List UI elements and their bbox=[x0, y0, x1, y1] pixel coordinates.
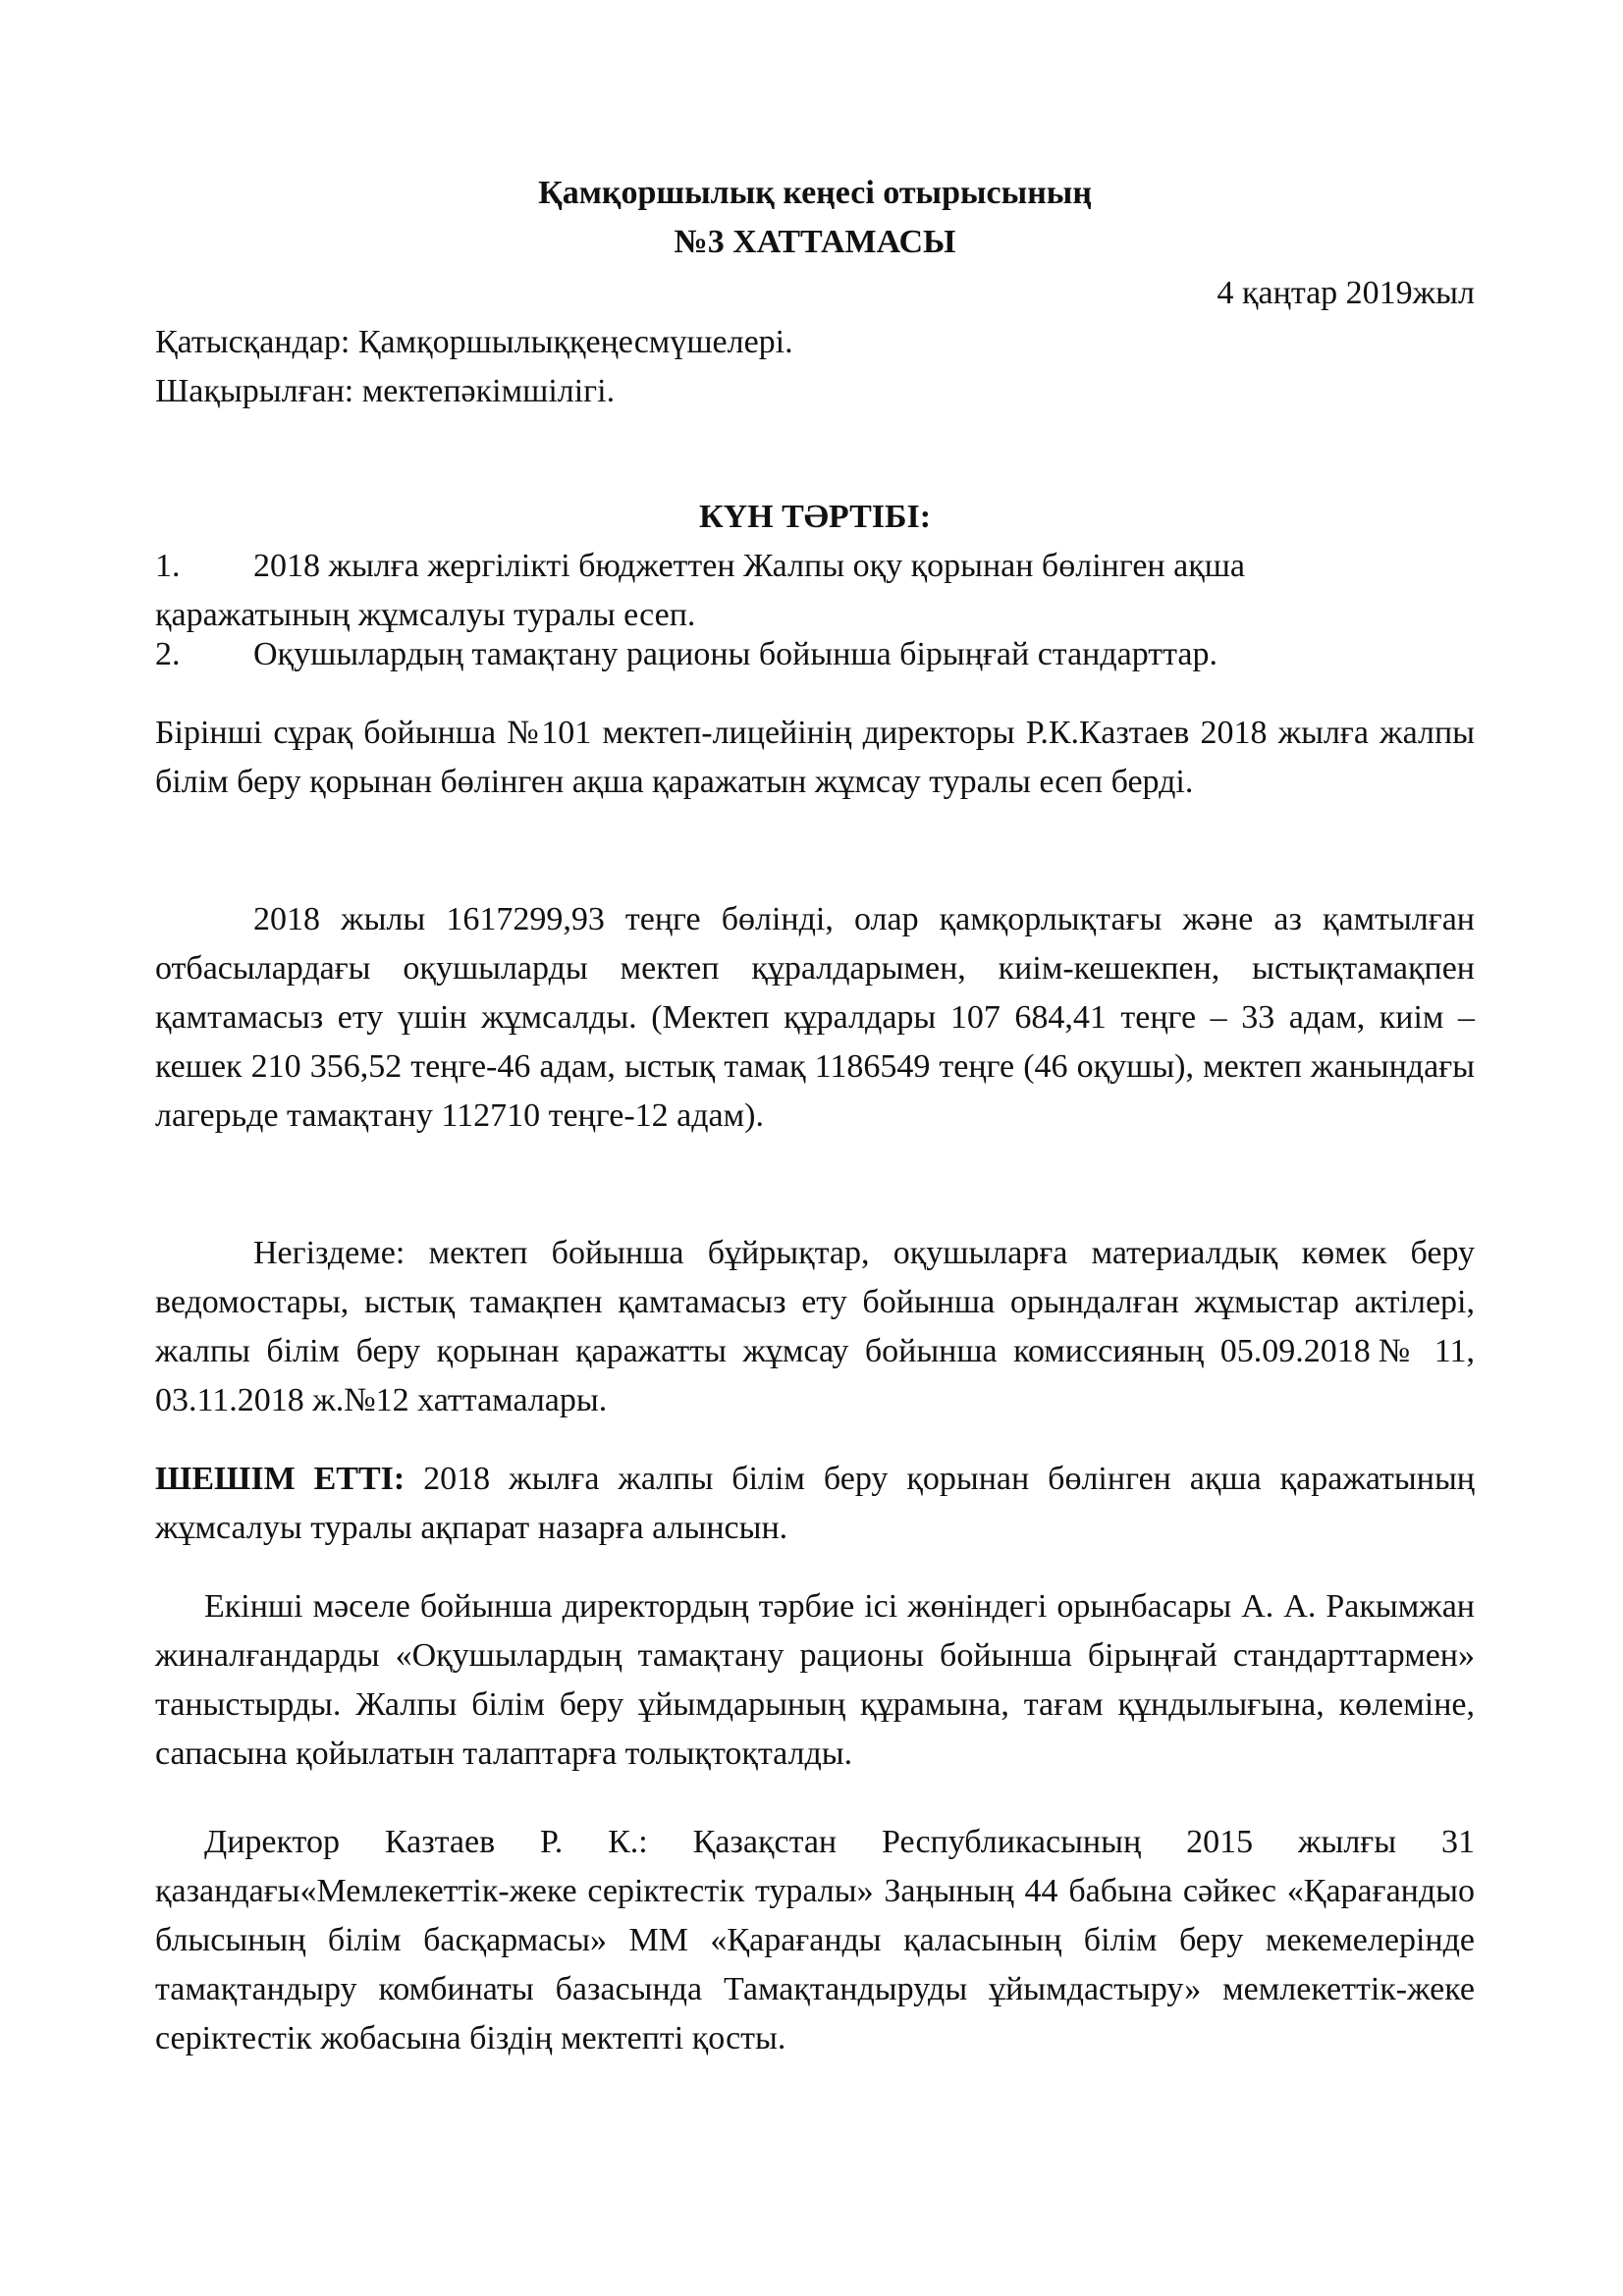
participants-attended: Қатысқандар: Қамқоршылыққеңесмүшелері. bbox=[155, 324, 793, 360]
paragraph-basis: Негіздеме: мектеп бойынша бұйрықтар, оқушыларға материалдық көмек беру ведомостары, ыстық тамақпен қамтамасыз ету бойынша орындалған жұмыстар актілері, жалпы білім беру қорынан қаражатты жұмсау бойынша комиссияның 05.09.2018№ 11, 03.11.2018 ж.№12 хаттамалары. bbox=[155, 1235, 1475, 1418]
agenda-item-2 bbox=[155, 630, 1217, 679]
paragraph-director-statement: Директор Казтаев Р. К.: Қазақстан Республикасының 2015 жылғы 31 қазандағы«Мемлекеттік-жеке серіктестік туралы» Заңының 44 бабына сәйкес «Қарағандыо блысының білім басқармасы» ММ «Қарағанды қаласының білім беру мекемелерінде тамақтандыру комбинаты базасында Тамақтандыруды ұйымдастыру» мемлекеттік-жеке серіктестік жобасына біздің мектепті қосты. bbox=[155, 1824, 1475, 2056]
document-title: Қамқоршылық кеңесі отырысының bbox=[538, 175, 1092, 211]
paragraph-decision bbox=[155, 1455, 1475, 1553]
protocol-number: №3 ХАТТАМАСЫ bbox=[674, 224, 956, 260]
agenda-item-1-continued: қаражатының жұмсалуы туралы есеп. bbox=[155, 597, 696, 633]
decision-text: 2018 жылға жалпы білім беру қорынан бөлінген ақша қаражатының жұмсалуы туралы ақпарат назарға алынсын. bbox=[155, 1461, 1475, 1546]
agenda-item-number: 1. bbox=[155, 548, 181, 584]
participants-invited: Шақырылған: мектепәкімшілігі. bbox=[155, 373, 616, 409]
agenda-item-number: 2. bbox=[155, 636, 181, 672]
agenda-item-1 bbox=[155, 542, 1245, 591]
decision-label: ШЕШІМ ЕТТІ: bbox=[155, 1461, 406, 1497]
agenda-item-text: 2018 жылға жергілікті бюджеттен Жалпы оқу қорынан бөлінген ақша bbox=[253, 548, 1246, 584]
document-date: 4 қаңтар 2019жыл bbox=[1217, 275, 1475, 311]
agenda-item-text: Оқушылардың тамақтану рационы бойынша бірыңғай стандарттар. bbox=[253, 636, 1218, 672]
agenda-title: КҮН ТӘРТІБІ: bbox=[698, 499, 932, 535]
paragraph-first-question: Бірінші сұрақ бойынша №101 мектеп-лицейінің директоры Р.К.Казтаев 2018 жылға жалпы білім беру қорынан бөлінген ақша қаражатын жұмсау туралы есеп берді. bbox=[155, 715, 1475, 800]
paragraph-funds-allocation: 2018 жылы 1617299,93 теңге бөлінді, олар қамқорлықтағы және аз қамтылған отбасылардағы оқушыларды мектеп құралдарымен, киім-кешекпен, ыстықтамақпен қамтамасыз ету үшін жұмсалды. (Мектеп құралдары 107 684,41 теңге – 33 адам, киім – кешек 210 356,52 теңге-46 адам, ыстық тамақ 1186549 теңге (46 оқушы), мектеп жанындағы лагерьде тамақтану 112710 теңге-12 адам). bbox=[155, 901, 1475, 1134]
paragraph-second-question: Екінші мәселе бойынша директордың тәрбие ісі жөніндегі орынбасары А. А. Ракымжан жиналғандарды «Оқушылардың тамақтану рационы бойынша бірыңғай стандарттармен» таныстырды. Жалпы білім беру ұйымдарының құрамына, тағам құндылығына, көлеміне, сапасына қойылатын талаптарға толықтоқталды. bbox=[155, 1588, 1475, 1772]
